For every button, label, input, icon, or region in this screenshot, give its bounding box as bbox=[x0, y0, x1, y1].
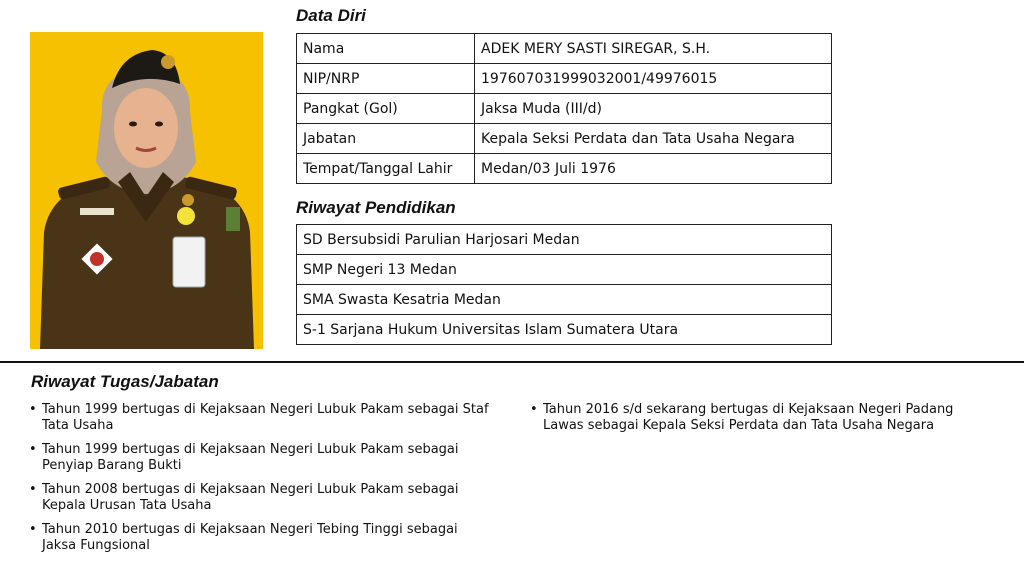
field-value: Jaksa Muda (III/d) bbox=[475, 94, 832, 124]
field-label: Nama bbox=[297, 34, 475, 64]
table-row bbox=[297, 225, 832, 255]
profile-photo bbox=[30, 32, 263, 349]
table-row bbox=[297, 154, 832, 184]
section-heading-data-diri: Data Diri bbox=[296, 6, 366, 25]
field-value: Kepala Seksi Perdata dan Tata Usaha Negara bbox=[475, 124, 832, 154]
education-item: SMP Negeri 13 Medan bbox=[297, 255, 832, 285]
field-value: 197607031999032001/49976015 bbox=[475, 64, 832, 94]
field-value: ADEK MERY SASTI SIREGAR, S.H. bbox=[475, 34, 832, 64]
education-item: SMA Swasta Kesatria Medan bbox=[297, 285, 832, 315]
duty-list-right bbox=[530, 402, 990, 442]
education-table bbox=[296, 224, 832, 345]
table-row bbox=[297, 124, 832, 154]
field-label: Pangkat (Gol) bbox=[297, 94, 475, 124]
list-item: • Tahun 1999 bertugas di Kejaksaan Negeri Lubuk Pakam sebagai Staf Tata Usaha bbox=[29, 402, 495, 434]
table-row bbox=[297, 255, 832, 285]
list-item: • Tahun 1999 bertugas di Kejaksaan Negeri Lubuk Pakam sebagai Penyiap Barang Bukti bbox=[29, 442, 495, 474]
table-row bbox=[297, 94, 832, 124]
section-heading-riwayat-pendidikan: Riwayat Pendidikan bbox=[296, 198, 456, 217]
list-item: • Tahun 2016 s/d sekarang bertugas di Kejaksaan Negeri Padang Lawas sebagai Kepala Seksi Perdata dan Tata Usaha Negara bbox=[530, 402, 990, 434]
field-label: Jabatan bbox=[297, 124, 475, 154]
personal-data-table bbox=[296, 33, 832, 184]
field-value: Medan/03 Juli 1976 bbox=[475, 154, 832, 184]
field-label: NIP/NRP bbox=[297, 64, 475, 94]
duty-list-left bbox=[29, 402, 495, 562]
table-row bbox=[297, 285, 832, 315]
table-row bbox=[297, 315, 832, 345]
table-row bbox=[297, 64, 832, 94]
table-row bbox=[297, 34, 832, 64]
section-heading-riwayat-tugas: Riwayat Tugas/Jabatan bbox=[31, 372, 219, 391]
education-item: S-1 Sarjana Hukum Universitas Islam Sumatera Utara bbox=[297, 315, 832, 345]
list-item: • Tahun 2008 bertugas di Kejaksaan Negeri Lubuk Pakam sebagai Kepala Urusan Tata Usaha bbox=[29, 482, 495, 514]
education-item: SD Bersubsidi Parulian Harjosari Medan bbox=[297, 225, 832, 255]
list-item: • Tahun 2010 bertugas di Kejaksaan Negeri Tebing Tinggi sebagai Jaksa Fungsional bbox=[29, 522, 495, 554]
field-label: Tempat/Tanggal Lahir bbox=[297, 154, 475, 184]
section-divider bbox=[0, 361, 1024, 363]
portrait-illustration bbox=[30, 32, 263, 349]
